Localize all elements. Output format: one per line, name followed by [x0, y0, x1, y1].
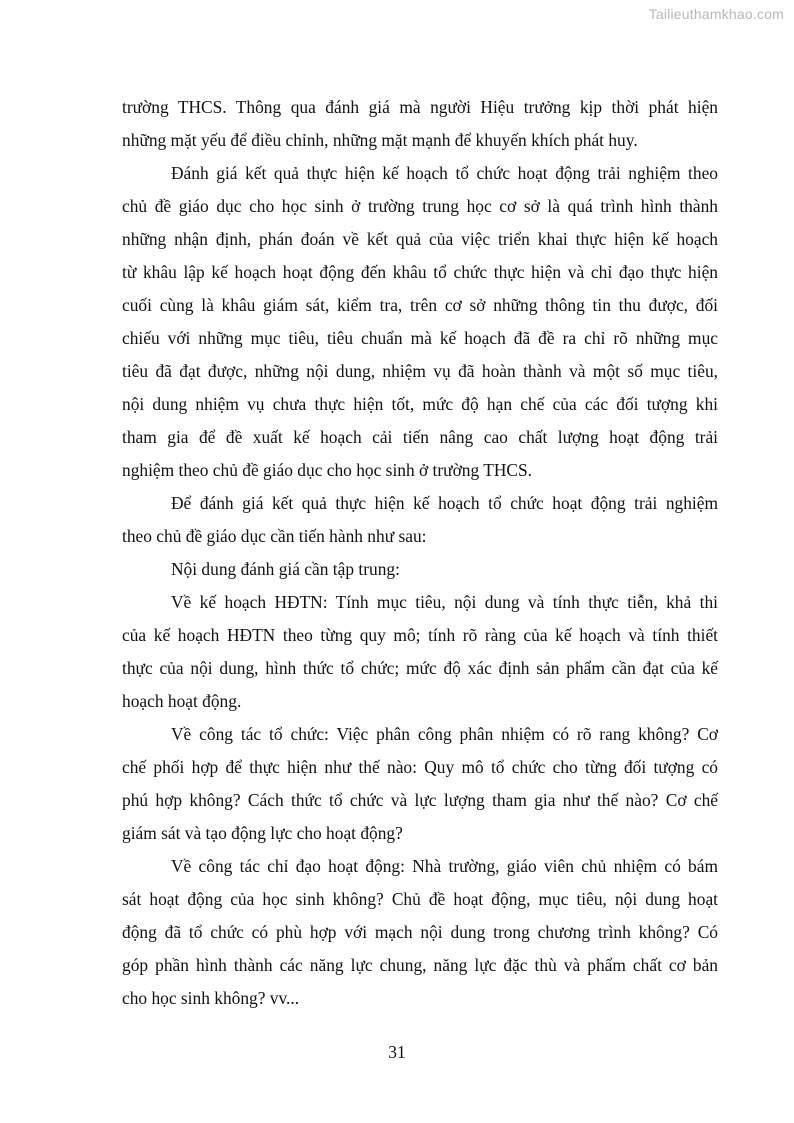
text-line: những mặt yếu để điều chỉnh, những mặt mạnh để khuyến khích phát huy. — [122, 130, 638, 150]
text-line: giám sát và tạo động lực cho hoạt động? — [122, 823, 403, 843]
text-line: nghiệm theo chủ đề giáo dục cho học sinh ở trường THCS. — [122, 460, 533, 480]
text-line: tiêu đã đạt được, những nội dung, nhiệm vụ đã hoàn thành và một số mục tiêu, — [122, 361, 718, 381]
document-body — [122, 91, 718, 1015]
paragraph-first-line: Về công tác chỉ đạo hoạt động: Nhà trường, giáo viên chủ nhiệm có bám — [171, 856, 718, 876]
text-line: phú hợp không? Cách thức tổ chức và lực lượng tham gia như thế nào? Cơ chế — [122, 790, 718, 810]
text-line: cho học sinh không? vv... — [122, 988, 300, 1008]
text-line: của kế hoạch HĐTN theo từng quy mô; tính rõ ràng của kế hoạch và tính thiết — [122, 625, 718, 645]
text-line: những nhận định, phán đoán về kết quả của việc triển khai thực hiện kế hoạch — [122, 229, 718, 249]
text-line: hoạch hoạt động. — [122, 691, 242, 711]
paragraph-first-line: Về kế hoạch HĐTN: Tính mục tiêu, nội dung và tính thực tiễn, khả thi — [171, 592, 718, 612]
text-line: chế phối hợp để thực hiện như thế nào: Quy mô tổ chức cho từng đối tượng có — [122, 757, 718, 777]
text-line: nội dung nhiệm vụ chưa thực hiện tốt, mức độ hạn chế của các đối tượng khi — [122, 394, 718, 414]
paragraph-first-line: Đánh giá kết quả thực hiện kế hoạch tổ chức hoạt động trải nghiệm theo — [171, 163, 718, 183]
text-line: thực của nội dung, hình thức tổ chức; mức độ xác định sản phẩm cần đạt của kế — [122, 658, 718, 678]
page-number: 31 — [388, 1042, 406, 1062]
text-line: chủ đề giáo dục cho học sinh ở trường trung học cơ sở là quá trình hình thành — [122, 196, 718, 216]
text-line: động đã tổ chức có phù hợp với mạch nội dung trong chương trình không? Có — [122, 922, 718, 942]
text-line: cuối cùng là khâu giám sát, kiểm tra, trên cơ sở những thông tin thu được, đối — [122, 295, 718, 315]
text-line: trường THCS. Thông qua đánh giá mà người Hiệu trưởng kịp thời phát hiện — [122, 97, 718, 117]
text-line: sát hoạt động của học sinh không? Chủ đề hoạt động, mục tiêu, nội dung hoạt — [122, 889, 718, 909]
watermark-text: Tailieuthamkhao.com — [648, 6, 784, 22]
text-line: chiếu với những mục tiêu, tiêu chuẩn mà kế hoạch đã đề ra chỉ rõ những mục — [122, 328, 718, 348]
paragraph-first-line: Để đánh giá kết quả thực hiện kế hoạch tổ chức hoạt động trải nghiệm — [171, 493, 718, 513]
text-line: từ khâu lập kế hoạch hoạt động đến khâu tổ chức thực hiện và chỉ đạo thực hiện — [122, 262, 718, 282]
text-line: góp phần hình thành các năng lực chung, năng lực đặc thù và phẩm chất cơ bản — [122, 955, 718, 975]
paragraph-first-line: Nội dung đánh giá cần tập trung: — [171, 559, 400, 579]
text-line: theo chủ đề giáo dục cần tiến hành như sau: — [122, 526, 427, 546]
text-line: tham gia để đề xuất kế hoạch cải tiến nâng cao chất lượng hoạt động trải — [122, 427, 718, 447]
paragraph-first-line: Về công tác tổ chức: Việc phân công phân nhiệm có rõ rang không? Cơ — [171, 724, 718, 744]
